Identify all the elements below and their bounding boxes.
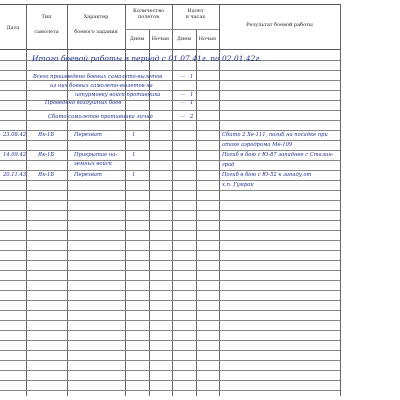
entry-task: Перехват (74, 132, 102, 138)
entry-task: Перехват (74, 172, 102, 178)
entry-date: 20.11.43 (3, 172, 27, 178)
header-day-2: Днем (176, 36, 192, 42)
ruled-line (0, 390, 340, 391)
entry-type: Як-1Б (38, 152, 55, 158)
entry-result-cont: атаке аэродрома Ме-109 (222, 142, 293, 148)
header-day-1: Днем (129, 36, 145, 42)
summary-line: Проведено воздушных боев (45, 100, 122, 106)
ruled-line (0, 80, 340, 81)
ruled-line (0, 220, 340, 221)
ruled-line (0, 360, 340, 361)
entry-result-cont: град (222, 162, 235, 168)
summary-dash: — (180, 100, 186, 106)
ruled-line (0, 370, 340, 371)
ruled-line (0, 190, 340, 191)
ruled-line (0, 280, 340, 281)
header-flight-time: Налет (187, 8, 204, 14)
entry-count: 1 (132, 132, 136, 138)
header-type: Тип (41, 14, 52, 20)
summary-dash: — (180, 92, 186, 98)
col-divider (340, 4, 341, 396)
ruled-line (0, 70, 340, 71)
summary-value: 2 (190, 114, 194, 120)
summary-line: Всего произведено боевых самолето-вылетов (33, 74, 163, 80)
header-type-2: самолета (34, 29, 59, 35)
summary-value: 1 (190, 100, 194, 106)
summary-title: Итого боевой работы в период с 01.07.41г. по 02.01.42г. (32, 54, 262, 63)
summary-line: штурмовку войск противника (75, 92, 161, 98)
ruled-line (0, 180, 340, 181)
ruled-line (0, 120, 340, 121)
summary-value: 1 (190, 74, 194, 80)
entry-date: 23.08.42 (3, 132, 27, 138)
ruled-line (0, 230, 340, 231)
ruled-line (0, 310, 340, 311)
header-date: Дата (6, 25, 20, 31)
ruled-line (0, 300, 340, 301)
entry-count: 1 (132, 172, 136, 178)
summary-line: Сбито самолетов противника лично (48, 114, 153, 120)
header-character-2: боевого задания (74, 29, 118, 35)
header-night-1: Ночью (151, 36, 170, 42)
ruled-line (0, 290, 340, 291)
ruled-line (0, 340, 340, 341)
ruled-line (0, 150, 340, 151)
entry-result: Погиб в бою с Ю-87 западнее с Сталин- (222, 152, 334, 158)
entry-result-cont: х.п. Гумрак (222, 182, 254, 188)
entry-type: Як-1Б (38, 172, 55, 178)
col-divider (196, 30, 197, 396)
summary-dash: — (180, 74, 186, 80)
ruled-line (0, 330, 340, 331)
ruled-line (0, 130, 340, 131)
ruled-line (0, 140, 340, 141)
ruled-line (0, 270, 340, 271)
entry-count: 1 (132, 152, 136, 158)
ruled-line (0, 320, 340, 321)
summary-dash: — (180, 114, 186, 120)
ruled-line (0, 380, 340, 381)
entry-result: Сбито 2 Хе-111, погиб на посадке при (222, 132, 328, 138)
header-sorties: Количество (132, 8, 165, 14)
entry-type: Як-1Б (38, 132, 55, 138)
summary-value: 1 (190, 92, 194, 98)
summary-line: из них боевых самолето-вылетов на (50, 83, 153, 89)
ruled-line (0, 170, 340, 171)
ruled-line (0, 160, 340, 161)
header-night-2: Ночью (198, 36, 217, 42)
header-sorties-2: полетов (137, 14, 160, 20)
ruled-line (0, 240, 340, 241)
ruled-line (0, 250, 340, 251)
ruled-line (0, 210, 340, 211)
header-result: Результат боевой работы (246, 22, 313, 28)
entry-result: Погиб в бою с Ю-52 к западу от (222, 172, 312, 178)
entry-task-cont: земных войск (74, 161, 112, 167)
header-character: Характер (83, 14, 109, 20)
entry-task: Прикрытие на- (74, 152, 118, 158)
ruled-line (0, 110, 340, 111)
ruled-line (0, 90, 340, 91)
entry-date: 14.09.42 (3, 152, 27, 158)
ruled-line (0, 350, 340, 351)
subheader-line (125, 29, 219, 30)
ruled-line (0, 260, 340, 261)
ruled-line (0, 200, 340, 201)
header-flight-time-2: в часах (185, 14, 206, 20)
